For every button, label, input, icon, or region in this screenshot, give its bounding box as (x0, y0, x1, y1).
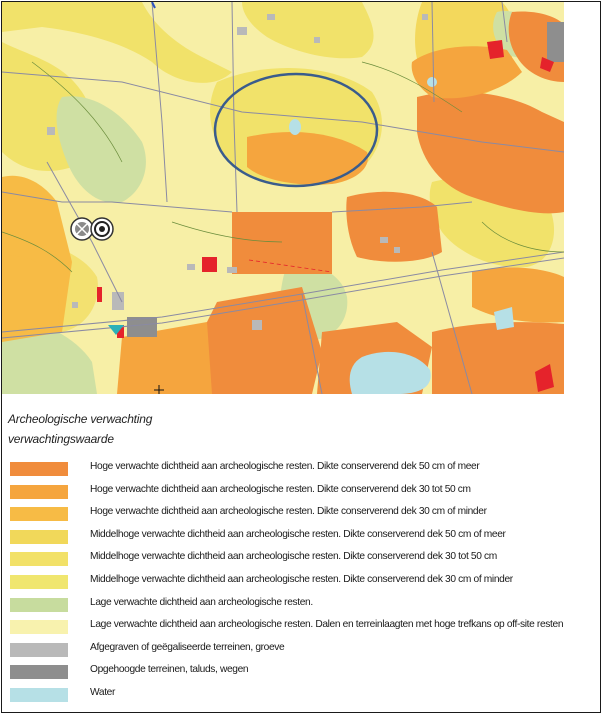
archaeological-expectation-map[interactable] (2, 2, 564, 394)
legend-subtitle: verwachtingswaarde (8, 432, 114, 446)
legend-swatch (10, 665, 68, 679)
legend-item (8, 527, 598, 550)
legend-item (8, 459, 598, 482)
legend-label: Hoge verwachte dichtheid aan archeologische resten. Dikte conserverend dek 30 tot 50 cm (90, 483, 471, 495)
legend-swatch (10, 620, 68, 634)
legend-label: Hoge verwachte dichtheid aan archeologische resten. Dikte conserverend dek 30 cm of minder (90, 506, 487, 518)
legend-item (8, 482, 598, 505)
legend-label: Lage verwachte dichtheid aan archeologische resten. Dalen en terreinlaagten met hoge trefkans op off-site resten (90, 619, 564, 631)
legend-item (8, 549, 598, 572)
legend-label: Middelhoge verwachte dichtheid aan archeologische resten. Dikte conserverend dek 30 cm of minder (90, 573, 513, 585)
legend-item (8, 662, 598, 685)
legend-item (8, 504, 598, 527)
legend-items (8, 459, 598, 708)
legend-title: Archeologische verwachting (8, 412, 153, 426)
legend-swatch (10, 462, 68, 476)
legend-swatch (10, 643, 68, 657)
legend-swatch (10, 598, 68, 612)
legend-label: Opgehoogde terreinen, taluds, wegen (90, 664, 249, 676)
legend-item (8, 572, 598, 595)
legend-label: Water (90, 686, 116, 698)
legend-label: Lage verwachte dichtheid aan archeologische resten. (90, 596, 313, 608)
legend-swatch (10, 688, 68, 702)
legend-swatch (10, 530, 68, 544)
legend-item (8, 685, 598, 708)
legend-label: Middelhoge verwachte dichtheid aan archeologische resten. Dikte conserverend dek 30 tot 50 cm (90, 551, 497, 563)
legend-item (8, 617, 598, 640)
legend-label: Middelhoge verwachte dichtheid aan archeologische resten. Dikte conserverend dek 50 cm of meer (90, 528, 506, 540)
legend-swatch (10, 507, 68, 521)
legend-swatch (10, 485, 68, 499)
legend-label: Hoge verwachte dichtheid aan archeologische resten. Dikte conserverend dek 50 cm of meer (90, 461, 480, 472)
map-frame (1, 1, 601, 713)
legend-item (8, 640, 598, 663)
legend-item (8, 595, 598, 618)
legend-swatch (10, 552, 68, 566)
legend-label: Afgegraven of geëgaliseerde terreinen, groeve (90, 641, 285, 653)
legend-swatch (10, 575, 68, 589)
